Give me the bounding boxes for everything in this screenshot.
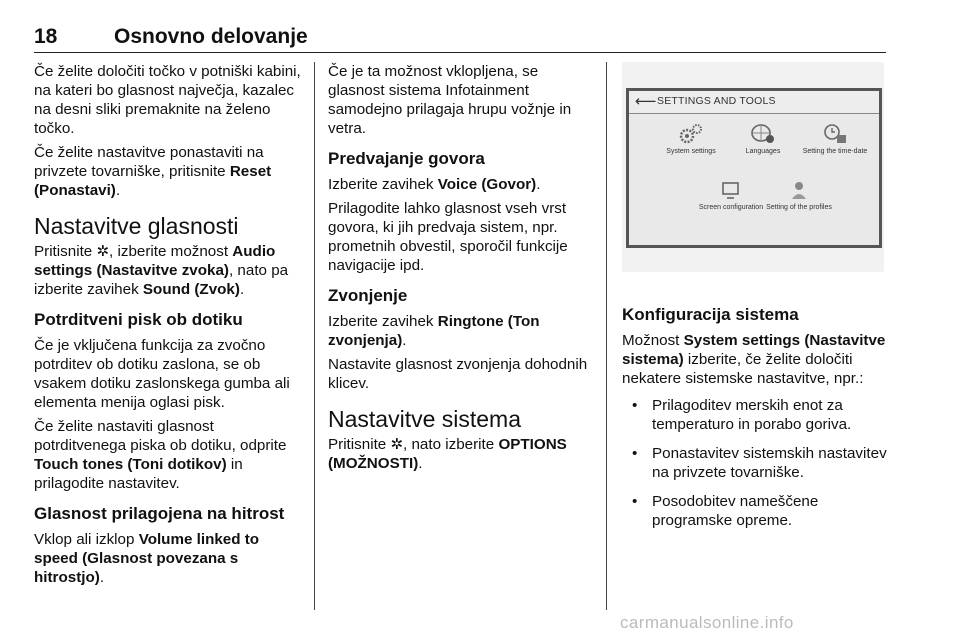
watermark: carmanualsonline.info — [620, 613, 794, 632]
bullet-list — [622, 396, 890, 530]
gear-icon: ✲ — [390, 436, 404, 453]
globe-icon — [750, 123, 776, 145]
tile-time-date: Setting the time-date — [795, 123, 875, 155]
section-heading: Nastavitve sistema — [328, 406, 522, 432]
bullet-icon: • — [632, 445, 638, 462]
subsection-heading: Potrditveni pisk ob dotiku — [34, 310, 243, 329]
screenshot-panel — [622, 62, 884, 272]
screen-title: SETTINGS AND TOOLS — [657, 95, 776, 107]
tile-languages: Languages — [723, 123, 803, 155]
clock-calendar-icon — [822, 123, 848, 145]
subsection-heading: Predvajanje govora — [328, 149, 485, 168]
person-icon — [786, 179, 812, 201]
list-item: • Posodobitev nameščene programske opreme. — [632, 493, 819, 529]
paragraph: Če želite nastavitve ponastaviti na privzete tovarniške, pritisnite Reset (Ponastavi). — [34, 144, 272, 199]
screen-header — [629, 91, 879, 114]
tile-screen-configuration: Screen configuration — [691, 179, 771, 211]
paragraph: Vklop ali izklop Volume linked to speed (Glasnost povezana s hitrostjo). — [34, 531, 260, 586]
paragraph: Nastavite glasnost zvonjenja dohodnih klicev. — [328, 356, 588, 392]
paragraph: Izberite zavihek Voice (Govor). — [328, 176, 541, 193]
monitor-icon — [718, 179, 744, 201]
back-arrow-icon: ⟵ — [635, 93, 657, 110]
subsection-heading: Glasnost prilagojena na hitrost — [34, 504, 285, 523]
page-number: 18 — [34, 25, 58, 48]
paragraph: Prilagodite lahko glasnost vseh vrst govora, ki jih predvaja sistem, npr. prometnih obvestil, sporočil funkcije navigacije ipd. — [328, 200, 568, 274]
tile-profiles: Setting of the profiles — [759, 179, 839, 211]
bullet-icon: • — [632, 493, 638, 510]
paragraph: Če želite določiti točko v potniški kabini, na kateri bo glasnost največja, kazalec na desni sliki premaknite na želeno točko. — [34, 63, 301, 137]
column-3 — [622, 62, 890, 540]
paragraph: Če želite nastaviti glasnost potrditvenega piska ob dotiku, odprite Touch tones (Toni dotikov) in prilagodite nastavitev. — [34, 418, 287, 492]
subsection-heading: Zvonjenje — [328, 286, 408, 305]
column-1 — [34, 62, 304, 592]
settings-screen — [626, 88, 882, 248]
paragraph: Če je vključena funkcija za zvočno potrditev ob dotiku zaslona, se ob vsakem dotiku zaslonskega gumba ali elementa menija oglasi pisk. — [34, 337, 290, 411]
column-divider — [606, 62, 607, 610]
list-item: • Prilagoditev merskih enot za temperaturo in porabo goriva. — [632, 397, 852, 433]
tile-system-settings: System settings — [651, 123, 731, 155]
paragraph: Možnost System settings (Nastavitve sistema) izberite, če želite določiti nekatere sistemske nastavitve, npr.: — [622, 332, 886, 387]
section-heading: Nastavitve glasnosti — [34, 213, 239, 239]
screenshot-figure — [622, 62, 890, 294]
gears-icon — [678, 123, 704, 145]
paragraph: Pritisnite ✲, izberite možnost Audio settings (Nastavitve zvoka), nato pa izberite zavihek Sound (Zvok). — [34, 243, 289, 298]
page-header — [34, 22, 886, 53]
column-divider — [314, 62, 315, 610]
subsection-heading: Konfiguracija sistema — [622, 305, 799, 324]
list-item: • Ponastavitev sistemskih nastavitev na privzete tovarniške. — [632, 445, 887, 481]
column-2 — [328, 62, 592, 478]
page-title: Osnovno delovanje — [114, 25, 308, 48]
paragraph: Izberite zavihek Ringtone (Ton zvonjenja). — [328, 313, 540, 349]
bullet-icon: • — [632, 397, 638, 414]
paragraph: Če je ta možnost vklopljena, se glasnost sistema Infotainment samodejno prilagaja hrupu vožnje in vetra. — [328, 63, 572, 137]
paragraph: Pritisnite ✲, nato izberite OPTIONS (MOŽNOSTI). — [328, 436, 567, 472]
gear-icon: ✲ — [96, 243, 110, 260]
